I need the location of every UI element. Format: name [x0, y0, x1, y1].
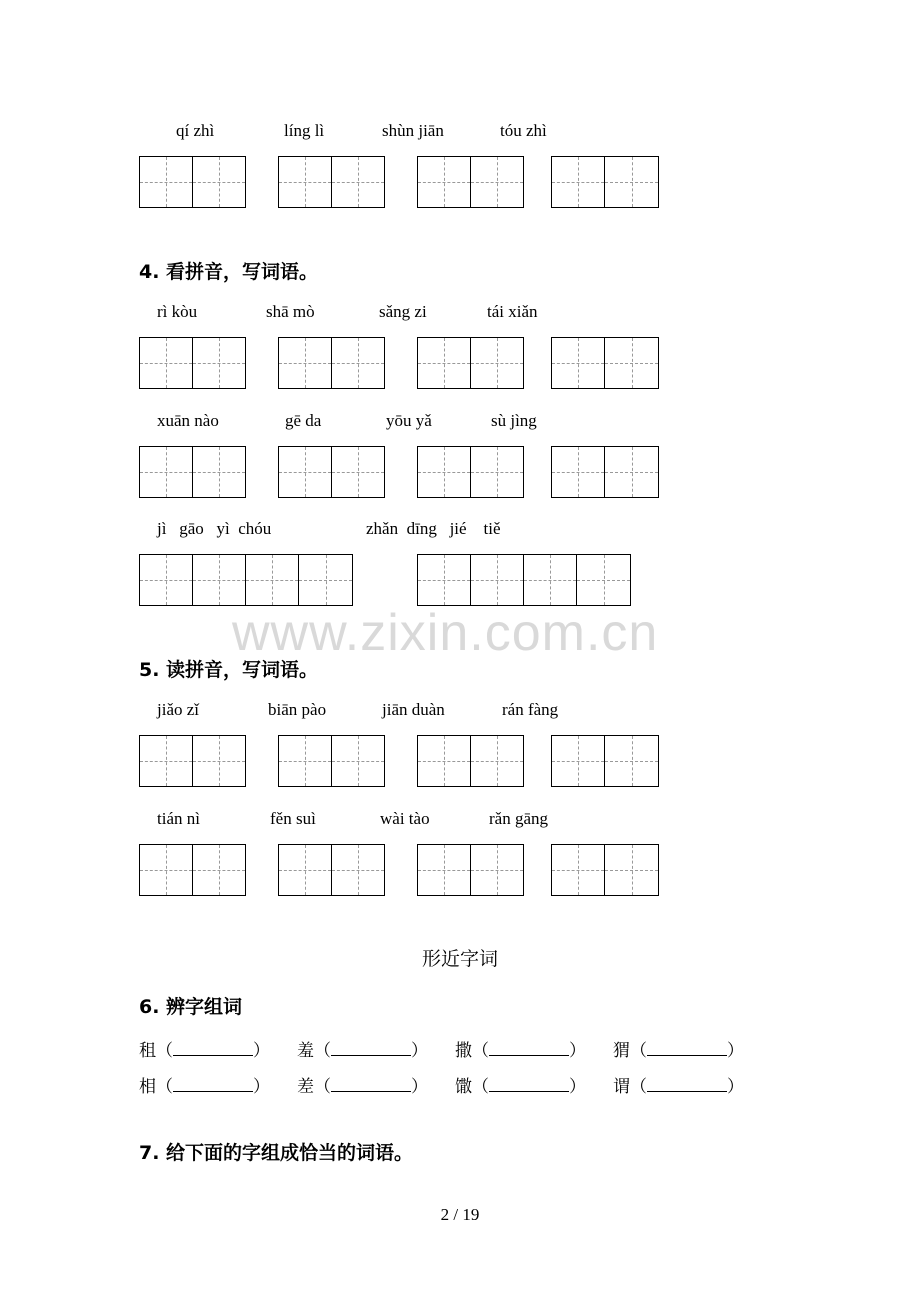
fill-item	[613, 1072, 744, 1097]
answer-blank[interactable]	[173, 1040, 253, 1056]
close-paren: ）	[253, 1041, 270, 1061]
close-paren: ）	[411, 1041, 428, 1061]
char: 谓	[613, 1077, 630, 1097]
pinyin-label: biān pào	[268, 700, 327, 719]
fill-item	[297, 1036, 428, 1061]
open-paren: （	[314, 1077, 331, 1097]
pinyin-label: wài tào	[380, 809, 430, 828]
answer-blank[interactable]	[647, 1040, 727, 1056]
pinyin-label: rán fàng	[502, 700, 559, 719]
pinyin-label: jiān duàn	[382, 700, 445, 719]
writing-grid[interactable]	[417, 735, 524, 787]
open-paren: （	[630, 1077, 647, 1097]
writing-grid[interactable]	[417, 337, 524, 389]
question-4-heading: 4. 看拼音，写词语。	[139, 261, 319, 283]
pinyin-label: zhǎn dīng jié tiě	[366, 519, 501, 538]
pinyin-label: fěn suì	[270, 809, 316, 828]
writing-grid[interactable]	[417, 446, 524, 498]
fill-item	[613, 1036, 744, 1061]
close-paren: ）	[253, 1077, 270, 1097]
writing-grid-4[interactable]	[417, 554, 631, 606]
writing-grid[interactable]	[139, 337, 246, 389]
pinyin-label: xuān nào	[157, 411, 219, 430]
writing-grid[interactable]	[417, 156, 524, 208]
char: 租	[139, 1041, 156, 1061]
writing-grid[interactable]	[139, 446, 246, 498]
close-paren: ）	[411, 1077, 428, 1097]
char: 差	[297, 1077, 314, 1097]
writing-grid[interactable]	[139, 844, 246, 896]
answer-blank[interactable]	[489, 1076, 569, 1092]
open-paren: （	[156, 1077, 173, 1097]
writing-grid[interactable]	[417, 844, 524, 896]
writing-grid[interactable]	[139, 156, 246, 208]
close-paren: ）	[727, 1041, 744, 1061]
pinyin-label: yōu yǎ	[386, 411, 432, 430]
pinyin-label: jiǎo zǐ	[157, 700, 200, 719]
fill-item	[139, 1072, 270, 1097]
answer-blank[interactable]	[173, 1076, 253, 1092]
watermark: www.zixin.com.cn	[232, 604, 659, 662]
writing-grid[interactable]	[551, 337, 659, 389]
question-6-heading: 6. 辨字组词	[139, 996, 243, 1018]
pinyin-label: qí zhì	[176, 121, 215, 140]
answer-blank[interactable]	[489, 1040, 569, 1056]
writing-grid-4[interactable]	[139, 554, 353, 606]
close-paren: ）	[569, 1041, 586, 1061]
writing-grid[interactable]	[278, 337, 385, 389]
pinyin-label: shā mò	[266, 302, 315, 321]
page-number: 2 / 19	[440, 1205, 480, 1224]
char: 撒	[455, 1041, 472, 1061]
answer-blank[interactable]	[331, 1040, 411, 1056]
question-7-heading: 7. 给下面的字组成恰当的词语。	[139, 1142, 414, 1164]
pinyin-label: rǎn gāng	[489, 809, 549, 828]
pinyin-label: tóu zhì	[500, 121, 547, 140]
pinyin-label: tái xiǎn	[487, 302, 538, 321]
writing-grid[interactable]	[139, 735, 246, 787]
char: 羞	[297, 1041, 314, 1061]
char: 相	[139, 1077, 156, 1097]
close-paren: ）	[727, 1077, 744, 1097]
pinyin-label: rì kòu	[157, 302, 198, 321]
writing-grid[interactable]	[551, 735, 659, 787]
writing-grid[interactable]	[278, 735, 385, 787]
writing-grid[interactable]	[278, 446, 385, 498]
answer-blank[interactable]	[331, 1076, 411, 1092]
fill-item	[297, 1072, 428, 1097]
answer-blank[interactable]	[647, 1076, 727, 1092]
fill-item	[455, 1036, 586, 1061]
pinyin-label: tián nì	[157, 809, 200, 828]
pinyin-label: líng lì	[284, 121, 325, 140]
char: 猬	[613, 1041, 630, 1061]
pinyin-label: sù jìng	[491, 411, 537, 430]
writing-grid[interactable]	[278, 844, 385, 896]
writing-grid[interactable]	[551, 156, 659, 208]
question-5-heading: 5. 读拼音，写词语。	[139, 659, 319, 681]
open-paren: （	[630, 1041, 647, 1061]
open-paren: （	[472, 1077, 489, 1097]
pinyin-label: shùn jiān	[382, 121, 444, 140]
fill-item	[139, 1036, 270, 1061]
pinyin-label: gē da	[285, 411, 322, 430]
open-paren: （	[156, 1041, 173, 1061]
pinyin-label: sǎng zi	[379, 302, 427, 321]
writing-grid[interactable]	[551, 446, 659, 498]
char: 馓	[455, 1077, 472, 1097]
section-title: 形近字词	[421, 948, 498, 970]
pinyin-label: jì gāo yì chóu	[157, 519, 272, 538]
writing-grid[interactable]	[278, 156, 385, 208]
writing-grid[interactable]	[551, 844, 659, 896]
fill-item	[455, 1072, 586, 1097]
open-paren: （	[314, 1041, 331, 1061]
close-paren: ）	[569, 1077, 586, 1097]
open-paren: （	[472, 1041, 489, 1061]
